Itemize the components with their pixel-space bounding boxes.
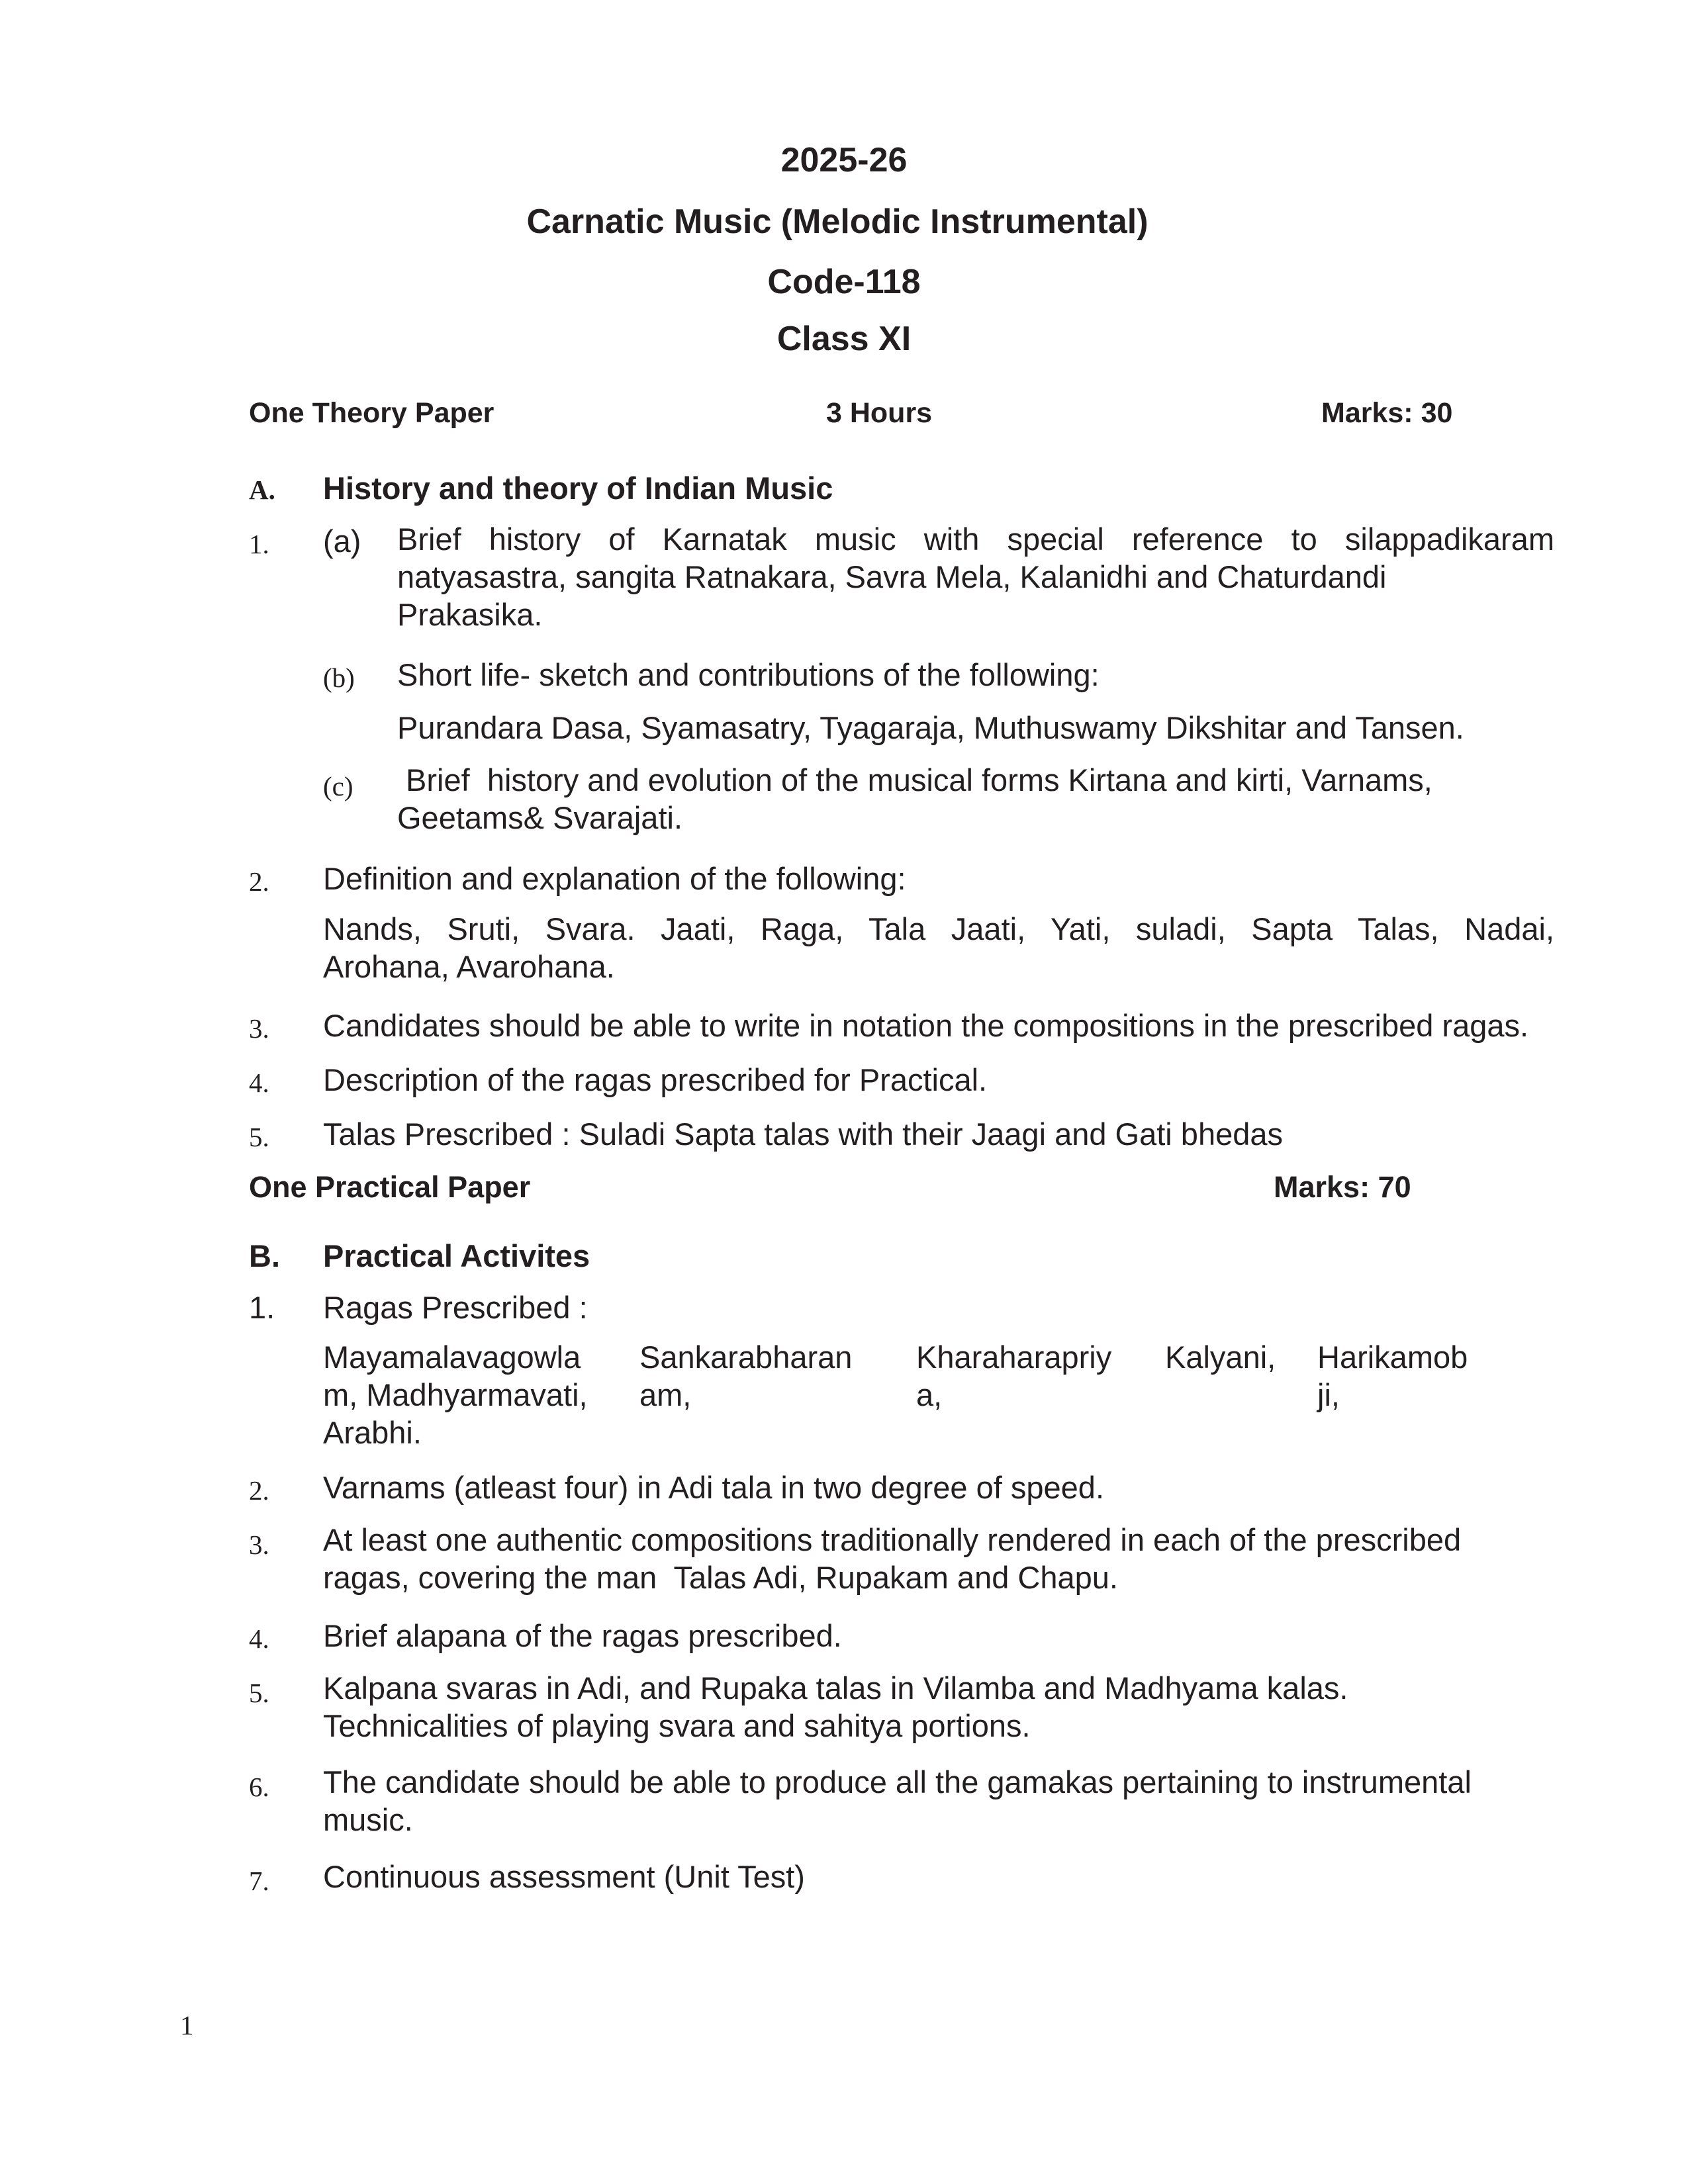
b-item4-text: Brief alapana of the ragas prescribed. (323, 1618, 842, 1653)
ragas-col-5: Harikamob ji, (1317, 1340, 1468, 1412)
b-item7-text: Continuous assessment (Unit Test) (323, 1859, 805, 1894)
b-item1-number: 1. (249, 1290, 275, 1325)
a-item1b-text: Short life- sketch and contributions of the following: (397, 657, 1100, 692)
b-item1-text: Ragas Prescribed : (323, 1290, 588, 1325)
ragas-col-1: Mayamalavagowla m, Madhyarmavati, Arabhi. (323, 1340, 588, 1450)
practical-paper-label: One Practical Paper (249, 1170, 531, 1204)
a-item1a-label: (a) (323, 523, 361, 559)
b-item3-text: At least one authentic compositions traditionally rendered in each of the prescribed ragas, covering the man Talas Adi, Rupakam and Chapu. (323, 1522, 1462, 1595)
section-b-heading: Practical Activites (323, 1238, 590, 1273)
theory-duration: 3 Hours (826, 397, 933, 429)
page-number: 1 (180, 2010, 194, 2040)
section-a-heading: History and theory of Indian Music (323, 471, 833, 506)
a-item1b-label: (b) (323, 662, 355, 693)
b-item6-number: 6. (249, 1772, 269, 1802)
ragas-col-3: Kharaharapriy a, (916, 1340, 1112, 1412)
a-item5-number: 5. (249, 1122, 269, 1152)
a-item5-text: Talas Prescribed : Suladi Sapta talas with their Jaagi and Gati bhedas (323, 1116, 1284, 1152)
practical-marks: Marks: 70 (1274, 1170, 1411, 1204)
theory-paper-label: One Theory Paper (249, 397, 494, 429)
b-item7-number: 7. (249, 1866, 269, 1896)
section-b-letter: B. (249, 1238, 280, 1273)
a-item2-list: Nands, Sruti, Svara. Jaati, Raga, Tala Jaati, Yati, suladi, Sapta Talas, Nadai, Arohana, Avarohana. (323, 911, 1554, 984)
b-item3-number: 3. (249, 1529, 269, 1560)
b-item5-text: Kalpana svaras in Adi, and Rupaka talas in Vilamba and Madhyama kalas. Technicalities of playing svara and sahitya portions. (323, 1670, 1348, 1743)
a-item4-number: 4. (249, 1068, 269, 1098)
class-heading: Class XI (776, 320, 912, 358)
a-item2-number: 2. (249, 866, 269, 897)
ragas-col-2: Sankarabharan am, (639, 1340, 853, 1412)
a-item3-number: 3. (249, 1013, 269, 1044)
b-item5-number: 5. (249, 1678, 269, 1708)
a-item1c-text: Brief history and evolution of the musical forms Kirtana and kirti, Varnams, Geetams& Svarajati. (397, 762, 1432, 835)
a-item1c-label: (c) (323, 771, 353, 801)
year-heading: 2025-26 (780, 141, 908, 179)
b-item2-text: Varnams (atleast four) in Adi tala in two degree of speed. (323, 1470, 1105, 1505)
a-item1b-names: Purandara Dasa, Syamasatry, Tyagaraja, Muthuswamy Dikshitar and Tansen. (397, 710, 1464, 745)
a-item3-text: Candidates should be able to write in notation the compositions in the prescribed ragas. (323, 1008, 1529, 1043)
a-item2-text: Definition and explanation of the following: (323, 861, 906, 896)
b-item6-text: The candidate should be able to produce all the gamakas pertaining to instrumental music. (323, 1764, 1472, 1837)
b-item2-number: 2. (249, 1475, 269, 1506)
b-item4-number: 4. (249, 1623, 269, 1654)
subject-heading: Carnatic Music (Melodic Instrumental) (526, 203, 1149, 241)
code-heading: Code-118 (767, 263, 921, 301)
ragas-col-4: Kalyani, (1165, 1340, 1276, 1375)
a-item1-number: 1. (249, 529, 269, 559)
theory-marks: Marks: 30 (1321, 397, 1453, 429)
section-a-letter: A. (249, 475, 275, 505)
a-item4-text: Description of the ragas prescribed for Practical. (323, 1062, 988, 1097)
a-item1a-text: Brief history of Karnatak music with special reference to silappadikaram natyasastra, sangita Ratnakara, Savra Mela, Kalanidhi and Chaturdandi Prakasika. (397, 522, 1554, 632)
